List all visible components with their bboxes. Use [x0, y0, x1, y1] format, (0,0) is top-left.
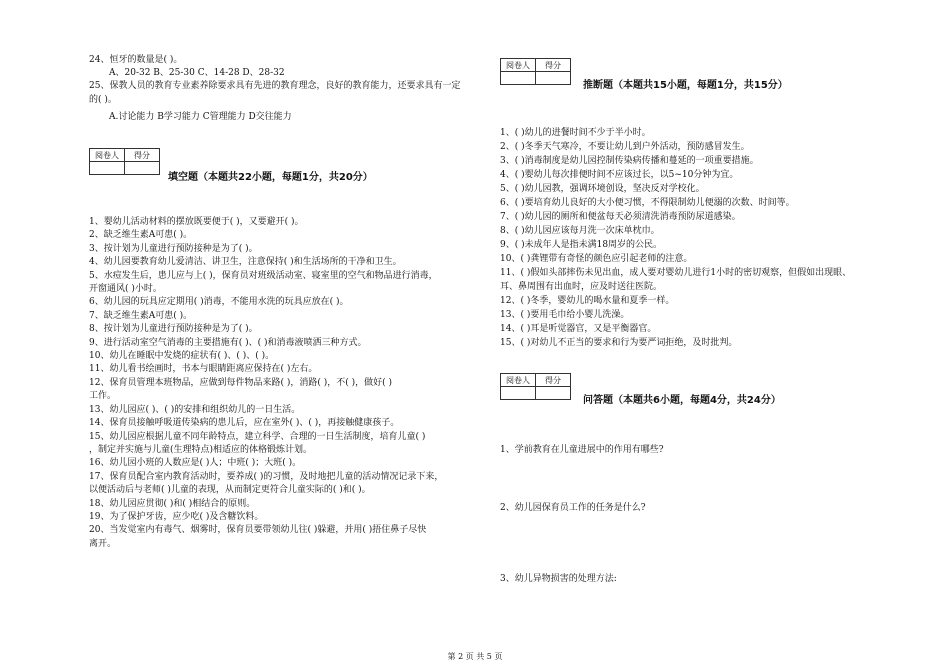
judge-item: 1、( )幼儿的进餐时间不少于半小时。: [500, 128, 651, 138]
judge-list: [500, 126, 920, 350]
score-cell: [536, 387, 571, 400]
fill-item: 9、进行活动室空气消毒的主要措施有( )、( )和消毒液喷洒三种方式。: [89, 337, 367, 348]
judge-item: 耳、鼻周围有出血时，应及时送往医院。: [500, 282, 663, 292]
judge-item: 15、( )对幼儿不正当的要求和行为要严词拒绝，及时批判。: [500, 338, 738, 348]
judge-item: 9、( )未成年人是指未满18周岁的公民。: [500, 240, 663, 250]
score-box-fill: [89, 148, 160, 175]
qa-item-1: 1、学前教育在儿童进展中的作用有哪些?: [500, 445, 664, 455]
fill-item: 16、幼儿园小班的人数应是( )人；中班( )；大班( )。: [89, 458, 302, 469]
qa-section-title: 问答题（本题共6小题，每题4分，共24分）: [583, 395, 781, 406]
fill-item: 开窗通风( )小时。: [89, 284, 162, 295]
fill-item: 19、为了保护牙齿，应少吃( )及含糖饮料。: [89, 511, 264, 522]
fill-item: 工作。: [89, 391, 117, 402]
fill-item: 10、幼儿在睡眠中发烧的症状有( )、( )、( )。: [89, 351, 275, 362]
score-box-qa: [500, 373, 571, 400]
judge-item: 7、( )幼儿园的厕所和便盆每天必须清洗消毒预防尿道感染。: [500, 212, 741, 222]
fill-item: 12、保育员管理本班物品，应做到每件物品来路( )，消路( )，不( )，做好( ): [89, 377, 392, 388]
fill-section-title: 填空题（本题共22小题，每题1分，共20分）: [168, 172, 373, 183]
fill-item: 8、按计划为儿童进行预防接种是为了( )。: [89, 324, 258, 335]
question-24: 24、恒牙的数量是( )。: [89, 55, 183, 65]
judge-item: 5、( )幼儿园教，强调环境创设，坚决反对学校化。: [500, 184, 705, 194]
fill-item: 1、婴幼儿活动材料的摆放既要便于( )，又要避开( )。: [89, 217, 304, 227]
judge-item: 11、( )假如头部摔伤未见出血，成人要对婴幼儿进行1小时的密切观察，但假如出现眼、: [500, 268, 852, 278]
fill-item: 15、幼儿园应根据儿童不同年龄特点，建立科学、合理的一日生活制度，培育儿童( ): [89, 431, 426, 442]
judge-item: 4、( )婴幼儿每次排便时间不应该过长，以5~10分钟为宜。: [500, 170, 739, 180]
score-label: 得分: [536, 374, 571, 387]
score-cell: [536, 72, 571, 85]
judge-item: 2、( )冬季天气寒冷，不要让幼儿到户外活动，预防感冒发生。: [500, 142, 750, 152]
page-number: 第 2 页 共 5 页: [447, 652, 503, 661]
reviewer-cell: [90, 162, 125, 175]
reviewer-label: 阅卷人: [501, 374, 536, 387]
score-label: 得分: [125, 149, 160, 162]
score-box-judge: [500, 58, 571, 85]
score-label: 得分: [536, 59, 571, 72]
fill-item: 6、幼儿园的玩具应定期用( )消毒，不能用水洗的玩具应放在( )。: [89, 297, 349, 308]
judge-item: 13、( )要用毛巾给小婴儿洗澡。: [500, 310, 630, 320]
reviewer-label: 阅卷人: [90, 149, 125, 162]
judge-item: 8、( )幼儿园应该每月洗一次床单枕巾。: [500, 226, 660, 236]
fill-item: 11、幼儿看书绘画时，书本与眼睛距离应保持在( )左右。: [89, 364, 318, 375]
fill-item: 7、缺乏维生素A可患( )。: [89, 310, 193, 321]
reviewer-cell: [501, 387, 536, 400]
fill-item: 以便活动后与老师( )儿童的表现，从而制定更符合儿童实际的( )和( )。: [89, 485, 371, 496]
fill-item: 离开。: [89, 538, 117, 549]
judge-section-title: 推断题（本题共15小题，每题1分，共15分）: [583, 80, 788, 91]
fill-item: 2、缺乏维生素A可患( )。: [89, 230, 193, 241]
judge-item: 12、( )冬季，婴幼儿的喝水量和夏季一样。: [500, 296, 675, 306]
left-column: [89, 54, 487, 124]
score-cell: [125, 162, 160, 175]
fill-item: 3、按计划为儿童进行预防接种是为了( )。: [89, 243, 258, 254]
fill-item: 4、幼儿园要教育幼儿爱清洁、讲卫生，注意保持( )和生活场所的干净和卫生。: [89, 257, 402, 268]
question-25-options: A.讨论能力 B学习能力 C管理能力 D交往能力: [109, 111, 292, 122]
judge-item: 6、( )要培育幼儿良好的大小便习惯，不得限制幼儿便溺的次数、时间等。: [500, 198, 795, 208]
question-24-options: A、20-32 B、25-30 C、14-28 D、28-32: [109, 68, 285, 79]
fill-item: 14、保育员接触呼吸道传染病的患儿后，应在室外( )、( )，再接触健康孩子。: [89, 418, 400, 429]
fill-item: 5、水痘发生后，患儿应与上( )，保育员对班级活动室、寝室里的空气和物品进行消毒，: [89, 270, 438, 281]
reviewer-label: 阅卷人: [501, 59, 536, 72]
question-25: 25、保教人员的教育专业素养除要求具有先进的教育理念，良好的教育能力，还要求具有一定: [89, 81, 461, 92]
qa-item-3: 3、幼儿异物损害的处理方法:: [500, 574, 617, 584]
judge-item: 10、( )龚锂带有奇怪的颜色应引起老师的注意。: [500, 254, 693, 264]
reviewer-cell: [501, 72, 536, 85]
fill-item: 18、幼儿园应贯彻( )和( )相结合的原则。: [89, 498, 256, 509]
fill-item: 17、保育员配合室内教育活动时，要养成( )的习惯，及时地把儿童的活动情况记录下来，: [89, 471, 444, 482]
fill-item: 20、当发觉室内有毒气、烟雾时，保育员要带领幼儿往( )躲避，并用( )捂住鼻子尽快: [89, 525, 427, 536]
fill-item: ，制定并实施与儿童(生理特点)相适应的体格锻炼计划。: [89, 444, 313, 455]
fill-item: 13、幼儿园应( )、( )的安排和组织幼儿的一日生活。: [89, 404, 301, 415]
fill-list: [89, 216, 489, 551]
qa-item-2: 2、幼儿园保育员工作的任务是什么?: [500, 503, 646, 513]
judge-item: 14、( )耳是听觉器官，又是平衡器官。: [500, 324, 657, 334]
judge-item: 3、( )消毒制度是幼儿园控制传染病传播和蔓延的一项重要措施。: [500, 156, 759, 166]
question-25-cont: 的( )。: [89, 94, 117, 105]
